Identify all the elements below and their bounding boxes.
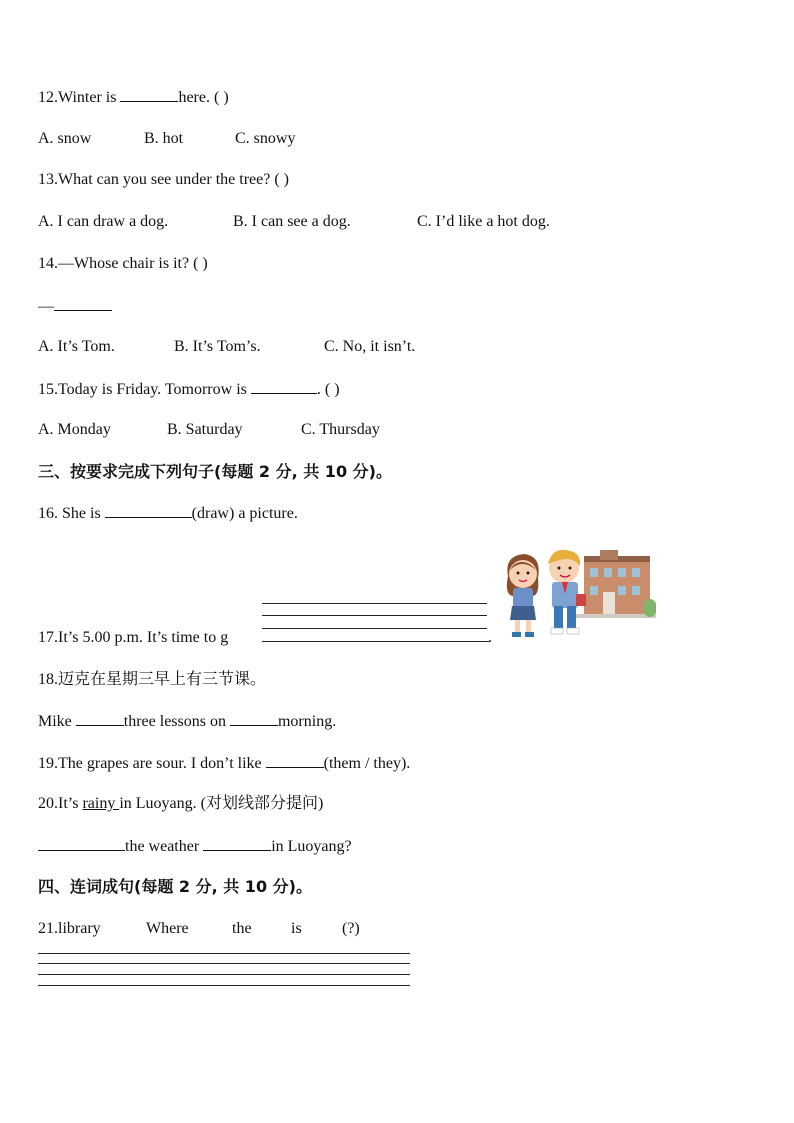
q20-stem: 20.It’s rainy in Luoyang. (对划线部分提问) [38, 795, 324, 812]
q15-option-b[interactable]: B. Saturday [167, 421, 243, 438]
q17-answer-line-3[interactable] [262, 628, 487, 629]
q13-stem: 13.What can you see under the tree? ( ) [38, 171, 289, 188]
q21-answer-line-4[interactable] [38, 985, 410, 986]
q18-blank-1[interactable] [76, 711, 124, 726]
q20-blank-2[interactable] [203, 836, 271, 851]
q14-blank[interactable] [54, 296, 112, 311]
q21-answer-line-3[interactable] [38, 974, 410, 975]
children-school-illustration [500, 546, 656, 644]
q14-option-a[interactable]: A. It’s Tom. [38, 338, 115, 355]
q17-stem: 17.It’s 5.00 p.m. It’s time to g [38, 629, 229, 646]
q17-answer-line-4[interactable] [262, 641, 489, 642]
q13-option-a[interactable]: A. I can draw a dog. [38, 213, 169, 230]
q12-option-c[interactable]: C. snowy [235, 130, 296, 147]
q15-stem: 15.Today is Friday. Tomorrow is . ( ) [38, 381, 340, 398]
q21-word-4: is [291, 920, 302, 937]
q20-blank-1[interactable] [38, 836, 125, 851]
q12-option-b[interactable]: B. hot [144, 130, 184, 147]
q14-option-b[interactable]: B. It’s Tom’s. [174, 338, 261, 355]
q18-sentence: Mike three lessons on morning. [38, 713, 337, 730]
q12-option-a[interactable]: A. snow [38, 130, 92, 147]
q21-words: 21.library Where the is (?) [38, 920, 360, 937]
q20-underlined-word: rainy [82, 795, 120, 812]
q21-answer-line-1[interactable] [38, 953, 410, 954]
q15-option-c[interactable]: C. Thursday [301, 421, 380, 438]
q13-option-c[interactable]: C. I’d like a hot dog. [417, 213, 550, 230]
q16-blank[interactable] [105, 503, 192, 518]
q12-options [38, 129, 295, 149]
q15-option-a[interactable]: A. Monday [38, 421, 111, 438]
q16-stem: 16. She is (draw) a picture. [38, 505, 298, 522]
q14-answer-line: — [38, 296, 112, 317]
q18-chinese-prompt: 18.迈克在星期三早上有三节课。 [38, 671, 267, 688]
q20-answer-line: the weather in Luoyang? [38, 836, 352, 857]
q21-word-3: the [232, 920, 252, 937]
q17-period: . [488, 629, 492, 646]
q19-stem: 19.The grapes are sour. I don’t like (them / they). [38, 755, 411, 772]
q19-blank[interactable] [266, 753, 324, 768]
section-4-heading: 四、连词成句(每题 2 分, 共 10 分)。 [38, 877, 312, 896]
q13-option-b[interactable]: B. I can see a dog. [233, 213, 351, 230]
q15-options [38, 420, 380, 440]
q13-options [38, 212, 550, 232]
q14-stem: 14.—Whose chair is it? ( ) [38, 255, 208, 272]
q21-word-5: (?) [342, 920, 360, 937]
q21-answer-line-2[interactable] [38, 963, 410, 964]
q17-answer-line-1[interactable] [262, 603, 487, 604]
q21-word-2: Where [146, 920, 189, 937]
q12-stem: 12.Winter is here. ( ) [38, 89, 229, 106]
q12-blank[interactable] [120, 87, 178, 102]
q15-blank[interactable] [251, 379, 317, 394]
q14-options [38, 337, 415, 357]
q18-blank-2[interactable] [230, 711, 278, 726]
section-3-heading: 三、按要求完成下列句子(每题 2 分, 共 10 分)。 [38, 462, 392, 481]
q14-option-c[interactable]: C. No, it isn’t. [324, 338, 416, 355]
q21-word-1: library [58, 920, 101, 937]
q17-answer-line-2[interactable] [262, 615, 487, 616]
